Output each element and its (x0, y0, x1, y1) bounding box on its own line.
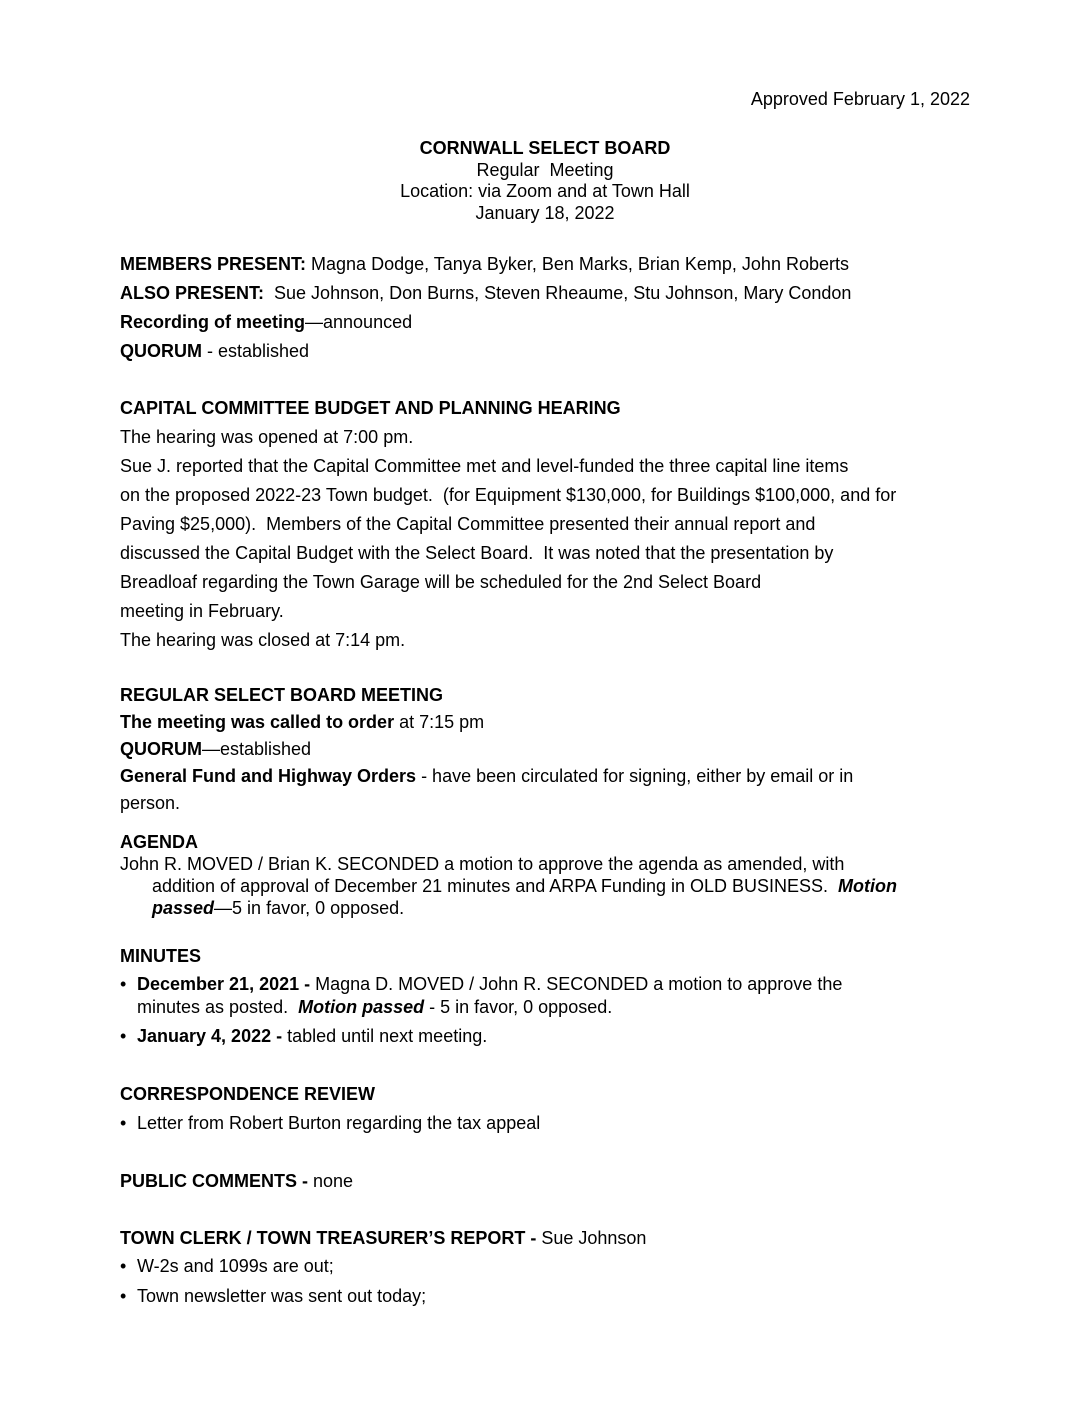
bullet-icon: • (120, 1286, 127, 1306)
minutes-item-text: tabled until next meeting. (287, 1026, 488, 1046)
also-present-names: Sue Johnson, Don Burns, Steven Rheaume, Stu Johnson, Mary Condon (264, 283, 852, 303)
minutes-item-result: - 5 in favor, 0 opposed. (424, 997, 613, 1017)
called-to-order-label: The meeting was called to order (120, 712, 395, 732)
document-header (120, 138, 970, 224)
correspondence-heading: CORRESPONDENCE REVIEW (120, 1084, 376, 1104)
clerk-report-label: TOWN CLERK / TOWN TREASURER’S REPORT - (120, 1228, 542, 1248)
clerk-report-item (120, 1255, 970, 1278)
clerk-report-section (120, 1227, 970, 1308)
called-to-order-value: at 7:15 pm (394, 712, 485, 732)
correspondence-section (120, 1083, 970, 1135)
capital-hearing-text-line: The hearing was closed at 7:14 pm. (120, 630, 406, 650)
capital-hearing-text-line: The hearing was opened at 7:00 pm. (120, 427, 414, 447)
also-present-label: ALSO PRESENT: (120, 283, 265, 303)
document-title: CORNWALL SELECT BOARD (419, 138, 671, 158)
agenda-text-line (120, 875, 970, 897)
motion-passed-text: Motion passed (298, 997, 425, 1017)
regular-meeting-section (120, 682, 970, 817)
meeting-location: Location: via Zoom and at Town Hall (400, 181, 690, 201)
public-comments-label: PUBLIC COMMENTS - (120, 1171, 313, 1191)
minutes-item-date: January 4, 2022 - (137, 1026, 288, 1046)
bullet-icon: • (120, 1026, 127, 1046)
capital-hearing-text-line: on the proposed 2022-23 Town budget. (for Equipment $130,000, for Buildings $100,000, and for (120, 485, 897, 505)
agenda-result-text: —5 in favor, 0 opposed. (214, 898, 405, 918)
clerk-report-item-text: Town newsletter was sent out today; (137, 1286, 427, 1306)
agenda-heading: AGENDA (120, 832, 199, 852)
minutes-item-dec21-cont (120, 996, 970, 1019)
capital-hearing-text-line: Breadloaf regarding the Town Garage will be scheduled for the 2nd Select Board (120, 572, 762, 592)
quorum-line-2 (120, 736, 970, 763)
quorum-value-2: —established (202, 739, 312, 759)
minutes-item-text-cont: minutes as posted. (137, 997, 299, 1017)
minutes-section (120, 945, 970, 1048)
correspondence-item-text: Letter from Robert Burton regarding the tax appeal (137, 1113, 541, 1133)
bullet-icon: • (120, 1113, 127, 1133)
members-present-line (120, 250, 970, 279)
also-present-line (120, 279, 970, 308)
public-comments-section (120, 1170, 970, 1193)
clerk-report-heading-line (120, 1227, 970, 1250)
called-to-order-line (120, 709, 970, 736)
quorum-value: - established (202, 341, 310, 361)
capital-hearing-text-line: Sue J. reported that the Capital Committee met and level-funded the three capital line items (120, 456, 849, 476)
meeting-date: January 18, 2022 (475, 202, 615, 223)
minutes-item-date: December 21, 2021 - (137, 974, 316, 994)
attendance-section (120, 250, 970, 366)
public-comments-value: none (313, 1171, 354, 1191)
capital-hearing-heading: CAPITAL COMMITTEE BUDGET AND PLANNING HEARING (120, 398, 621, 418)
recording-label: Recording of meeting (120, 312, 306, 332)
clerk-report-item (120, 1285, 970, 1308)
quorum-label: QUORUM (120, 341, 202, 361)
minutes-item-text: Magna D. MOVED / John R. SECONDED a motion to approve the (315, 974, 843, 994)
recording-line (120, 308, 970, 337)
quorum-line (120, 337, 970, 366)
agenda-text-line (120, 897, 970, 919)
regular-meeting-heading: REGULAR SELECT BOARD MEETING (120, 685, 444, 705)
members-present-names: Magna Dodge, Tanya Byker, Ben Marks, Brian Kemp, John Roberts (306, 254, 849, 274)
capital-hearing-text-line: discussed the Capital Budget with the Select Board. It was noted that the presentation by (120, 543, 834, 563)
minutes-item-dec21 (120, 973, 970, 996)
clerk-report-presenter: Sue Johnson (541, 1228, 647, 1248)
minutes-heading: MINUTES (120, 946, 201, 966)
agenda-passed-word: passed (152, 898, 215, 918)
orders-value: - have been circulated for signing, either by email or in (416, 766, 854, 786)
approved-note: Approved February 1, 2022 (750, 89, 970, 109)
minutes-item-jan4 (120, 1025, 970, 1048)
public-comments-line (120, 1170, 970, 1193)
orders-label: General Fund and Highway Orders (120, 766, 417, 786)
bullet-icon: • (120, 1256, 127, 1276)
recording-value: —announced (305, 312, 413, 332)
capital-hearing-text-line: meeting in February. (120, 601, 284, 621)
orders-wrap-line: person. (120, 793, 181, 813)
capital-hearing-section (120, 394, 970, 655)
bullet-icon: • (120, 974, 127, 994)
clerk-report-item-text: W-2s and 1099s are out; (137, 1256, 334, 1276)
quorum-label-2: QUORUM (120, 739, 202, 759)
capital-hearing-text-line: Paving $25,000). Members of the Capital Committee presented their annual report and (120, 514, 816, 534)
orders-line (120, 763, 970, 790)
meeting-type: Regular Meeting (476, 159, 614, 180)
agenda-line2-text: addition of approval of December 21 minutes and ARPA Funding in OLD BUSINESS. (152, 876, 839, 896)
members-present-label: MEMBERS PRESENT: (120, 254, 307, 274)
correspondence-item (120, 1112, 970, 1135)
agenda-text-line: John R. MOVED / Brian K. SECONDED a motion to approve the agenda as amended, with (120, 854, 845, 874)
agenda-motion-word: Motion (838, 876, 898, 896)
agenda-section (120, 831, 970, 919)
